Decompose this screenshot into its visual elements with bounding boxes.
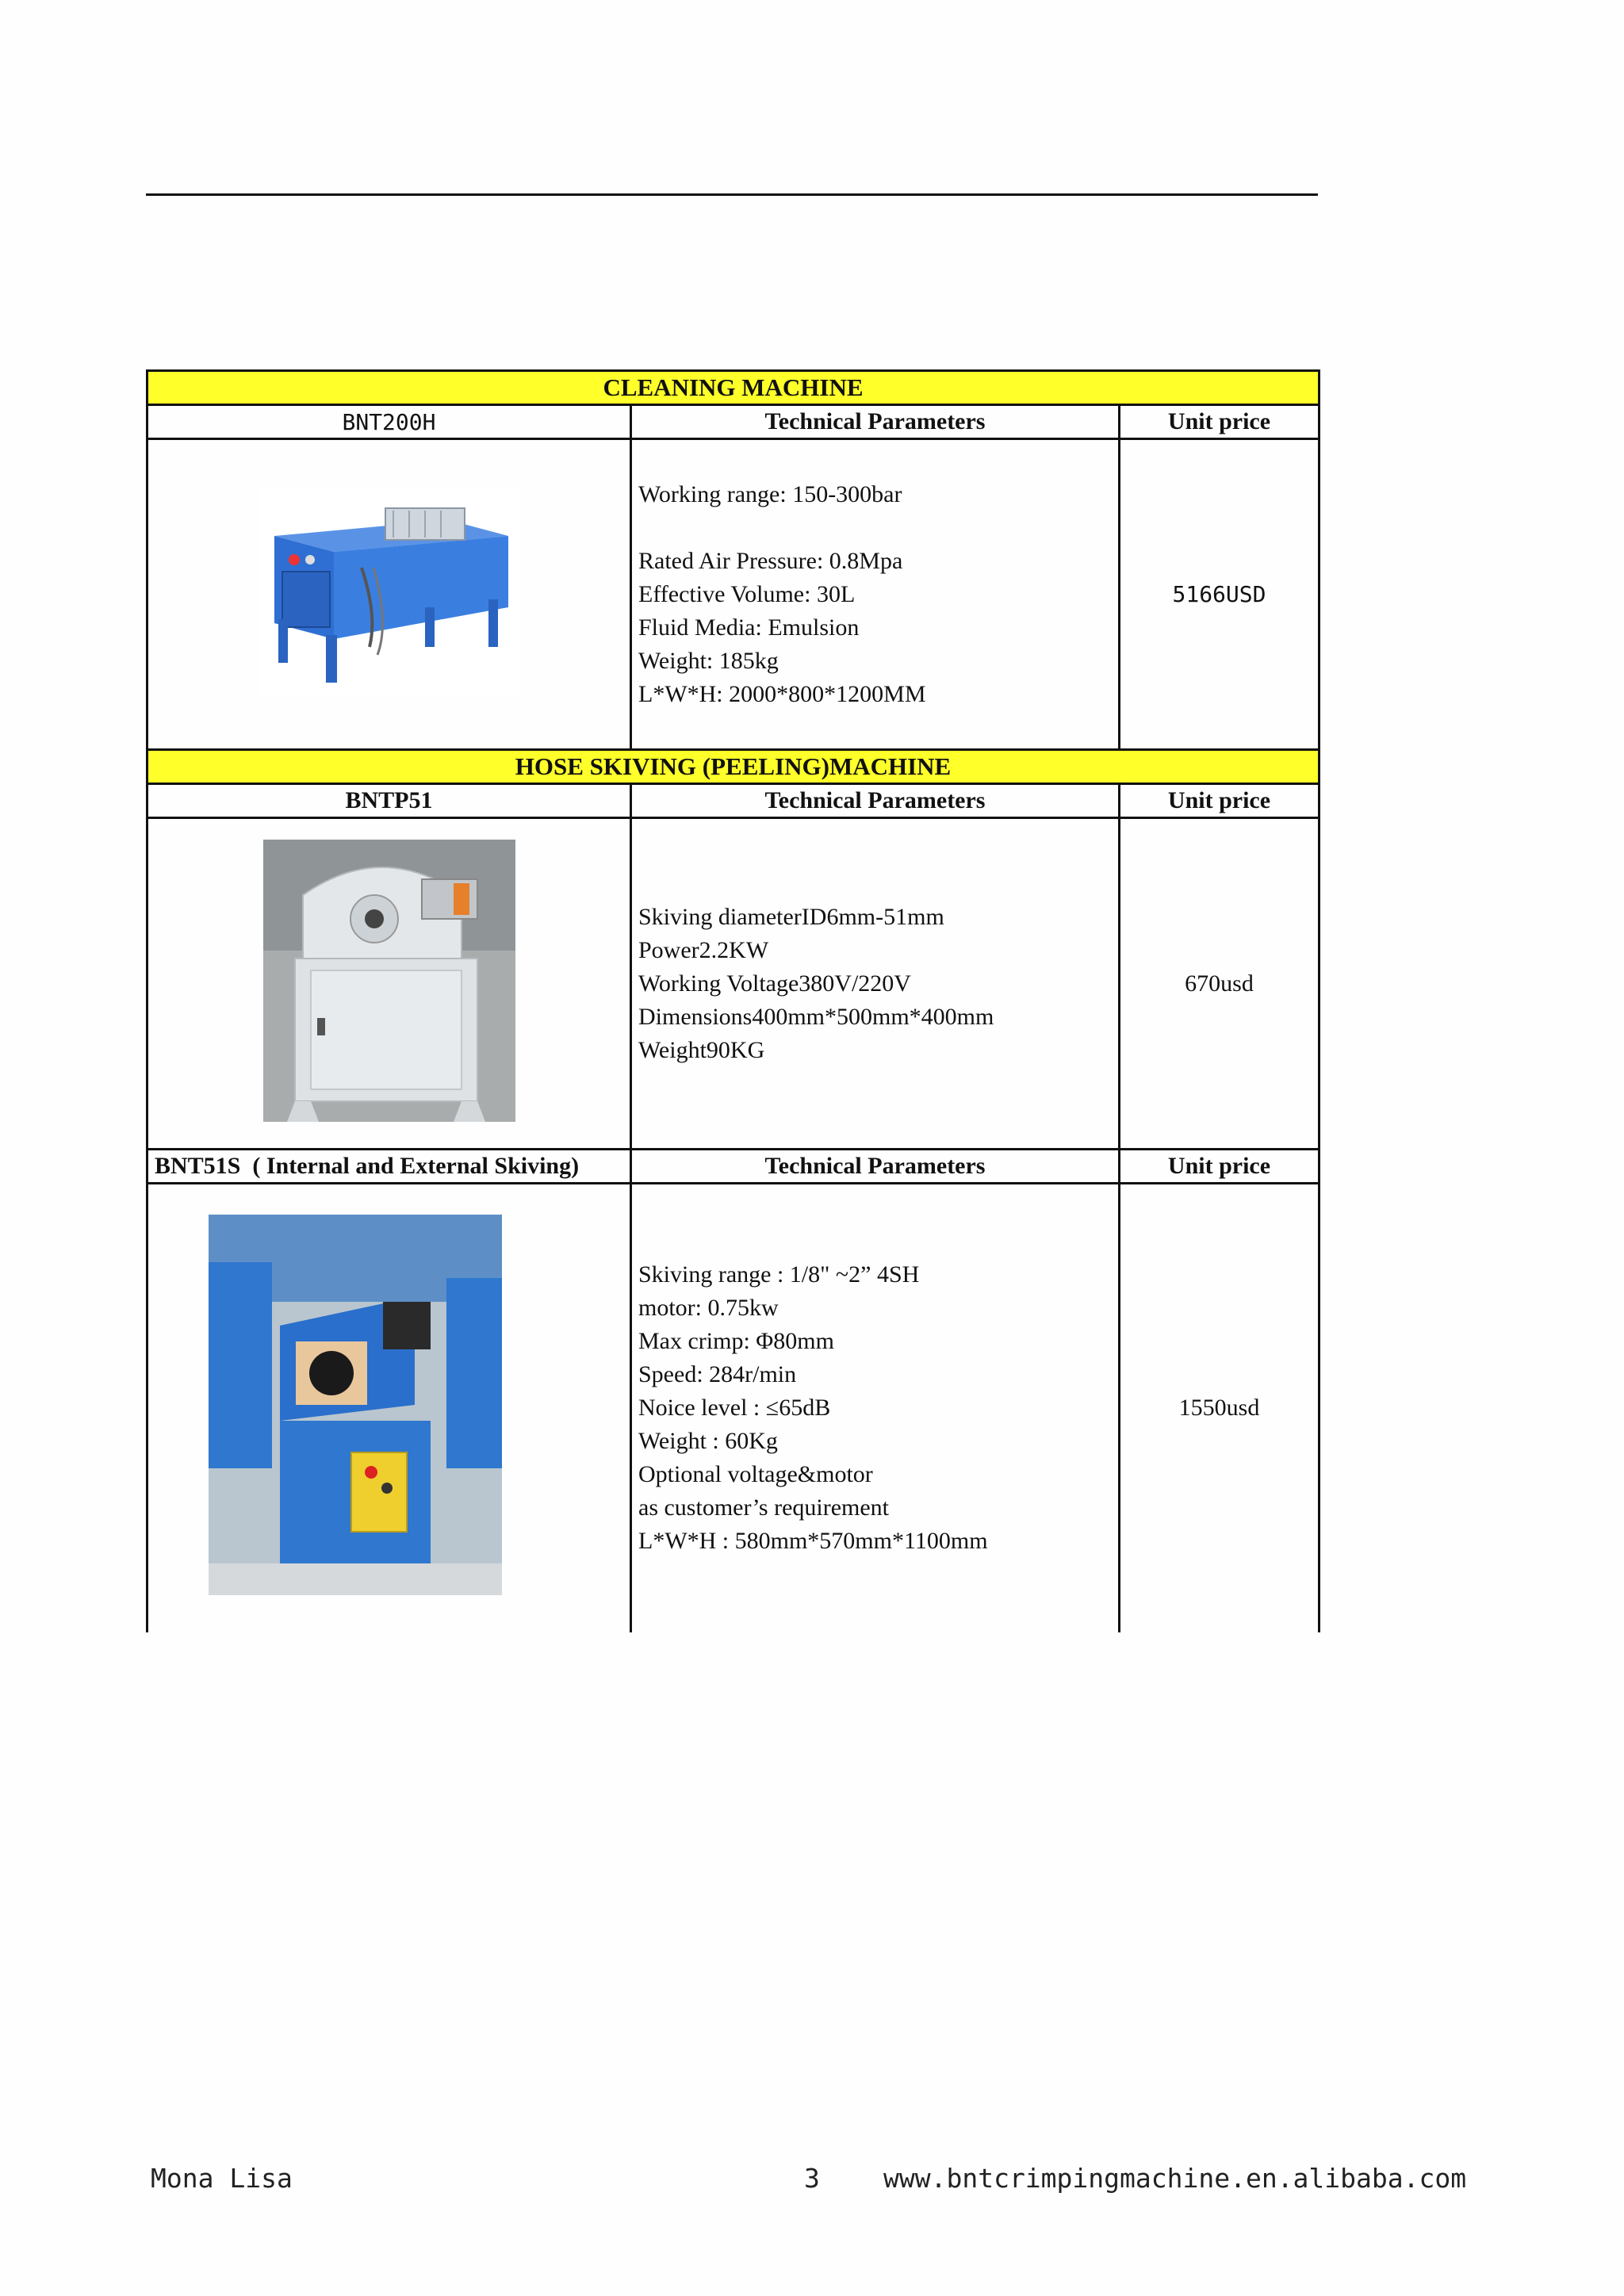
- param-line: Weight90KG: [638, 1036, 765, 1063]
- cleaning-machine-photo: [259, 488, 520, 695]
- param-line: Noice level : ≤65dB: [638, 1395, 831, 1422]
- technical-parameters: [631, 818, 1120, 1150]
- internal-external-skiving-machine-photo: [209, 1215, 502, 1595]
- technical-parameters: [631, 1184, 1120, 1632]
- param-line: Weight : 60Kg: [638, 1428, 778, 1455]
- param-line: motor: 0.75kw: [638, 1295, 779, 1322]
- price-header: Unit price: [1120, 405, 1320, 439]
- top-rule: [146, 193, 1318, 196]
- section-title: CLEANING MACHINE: [147, 371, 1320, 405]
- skiving-machine-photo: [263, 840, 515, 1122]
- param-line: Max crimp: Φ80mm: [638, 1328, 834, 1355]
- param-line: Optional voltage&motor: [638, 1461, 873, 1488]
- product-row: [147, 439, 1320, 750]
- unit-price: 1550usd: [1120, 1184, 1320, 1632]
- param-line: Power2.2KW: [638, 936, 769, 963]
- table-header-row: [147, 405, 1320, 439]
- model-name: BNT200H: [147, 405, 631, 439]
- param-line: Working Voltage380V/220V: [638, 970, 911, 997]
- footer-author: Mona Lisa: [151, 2163, 293, 2194]
- param-line: Dimensions400mm*500mm*400mm: [638, 1003, 994, 1030]
- product-image-cell: [147, 1184, 631, 1632]
- param-line: L*W*H : 580mm*570mm*1100mm: [638, 1528, 988, 1555]
- model-name: BNT51S ( Internal and External Skiving): [147, 1150, 631, 1184]
- section-title-row: [147, 750, 1320, 784]
- param-line: Rated Air Pressure: 0.8Mpa: [638, 547, 903, 574]
- param-line: Effective Volume: 30L: [638, 580, 856, 607]
- product-image-cell: [147, 439, 631, 750]
- table-header-row: [147, 1150, 1320, 1184]
- unit-price: 670usd: [1120, 818, 1320, 1150]
- unit-price: 5166USD: [1120, 439, 1320, 750]
- section-title-row: [147, 371, 1320, 405]
- param-line: Weight: 185kg: [638, 647, 779, 674]
- param-line: Speed: 284r/min: [638, 1361, 797, 1388]
- technical-parameters: [631, 439, 1120, 750]
- param-line: L*W*H: 2000*800*1200MM: [638, 680, 926, 707]
- params-header: Technical Parameters: [631, 1150, 1120, 1184]
- param-line: as customer’s requirement: [638, 1494, 890, 1521]
- product-row: [147, 818, 1320, 1150]
- price-header: Unit price: [1120, 1150, 1320, 1184]
- product-row: [147, 1184, 1320, 1632]
- section-title: HOSE SKIVING (PEELING)MACHINE: [147, 750, 1320, 784]
- price-table: [146, 369, 1320, 1632]
- product-image-cell: [147, 818, 631, 1150]
- params-header: Technical Parameters: [631, 405, 1120, 439]
- param-line: Skiving range : 1/8" ~2” 4SH: [638, 1261, 920, 1288]
- params-header: Technical Parameters: [631, 784, 1120, 818]
- table-header-row: [147, 784, 1320, 818]
- param-line: Skiving diameterID6mm-51mm: [638, 903, 944, 930]
- footer-website: www.bntcrimpingmachine.en.alibaba.com: [883, 2163, 1467, 2194]
- model-name: BNTP51: [147, 784, 631, 818]
- price-header: Unit price: [1120, 784, 1320, 818]
- param-line: Working range: 150-300bar: [638, 480, 902, 507]
- param-line: Fluid Media: Emulsion: [638, 614, 860, 641]
- footer-page-number: 3: [804, 2163, 820, 2194]
